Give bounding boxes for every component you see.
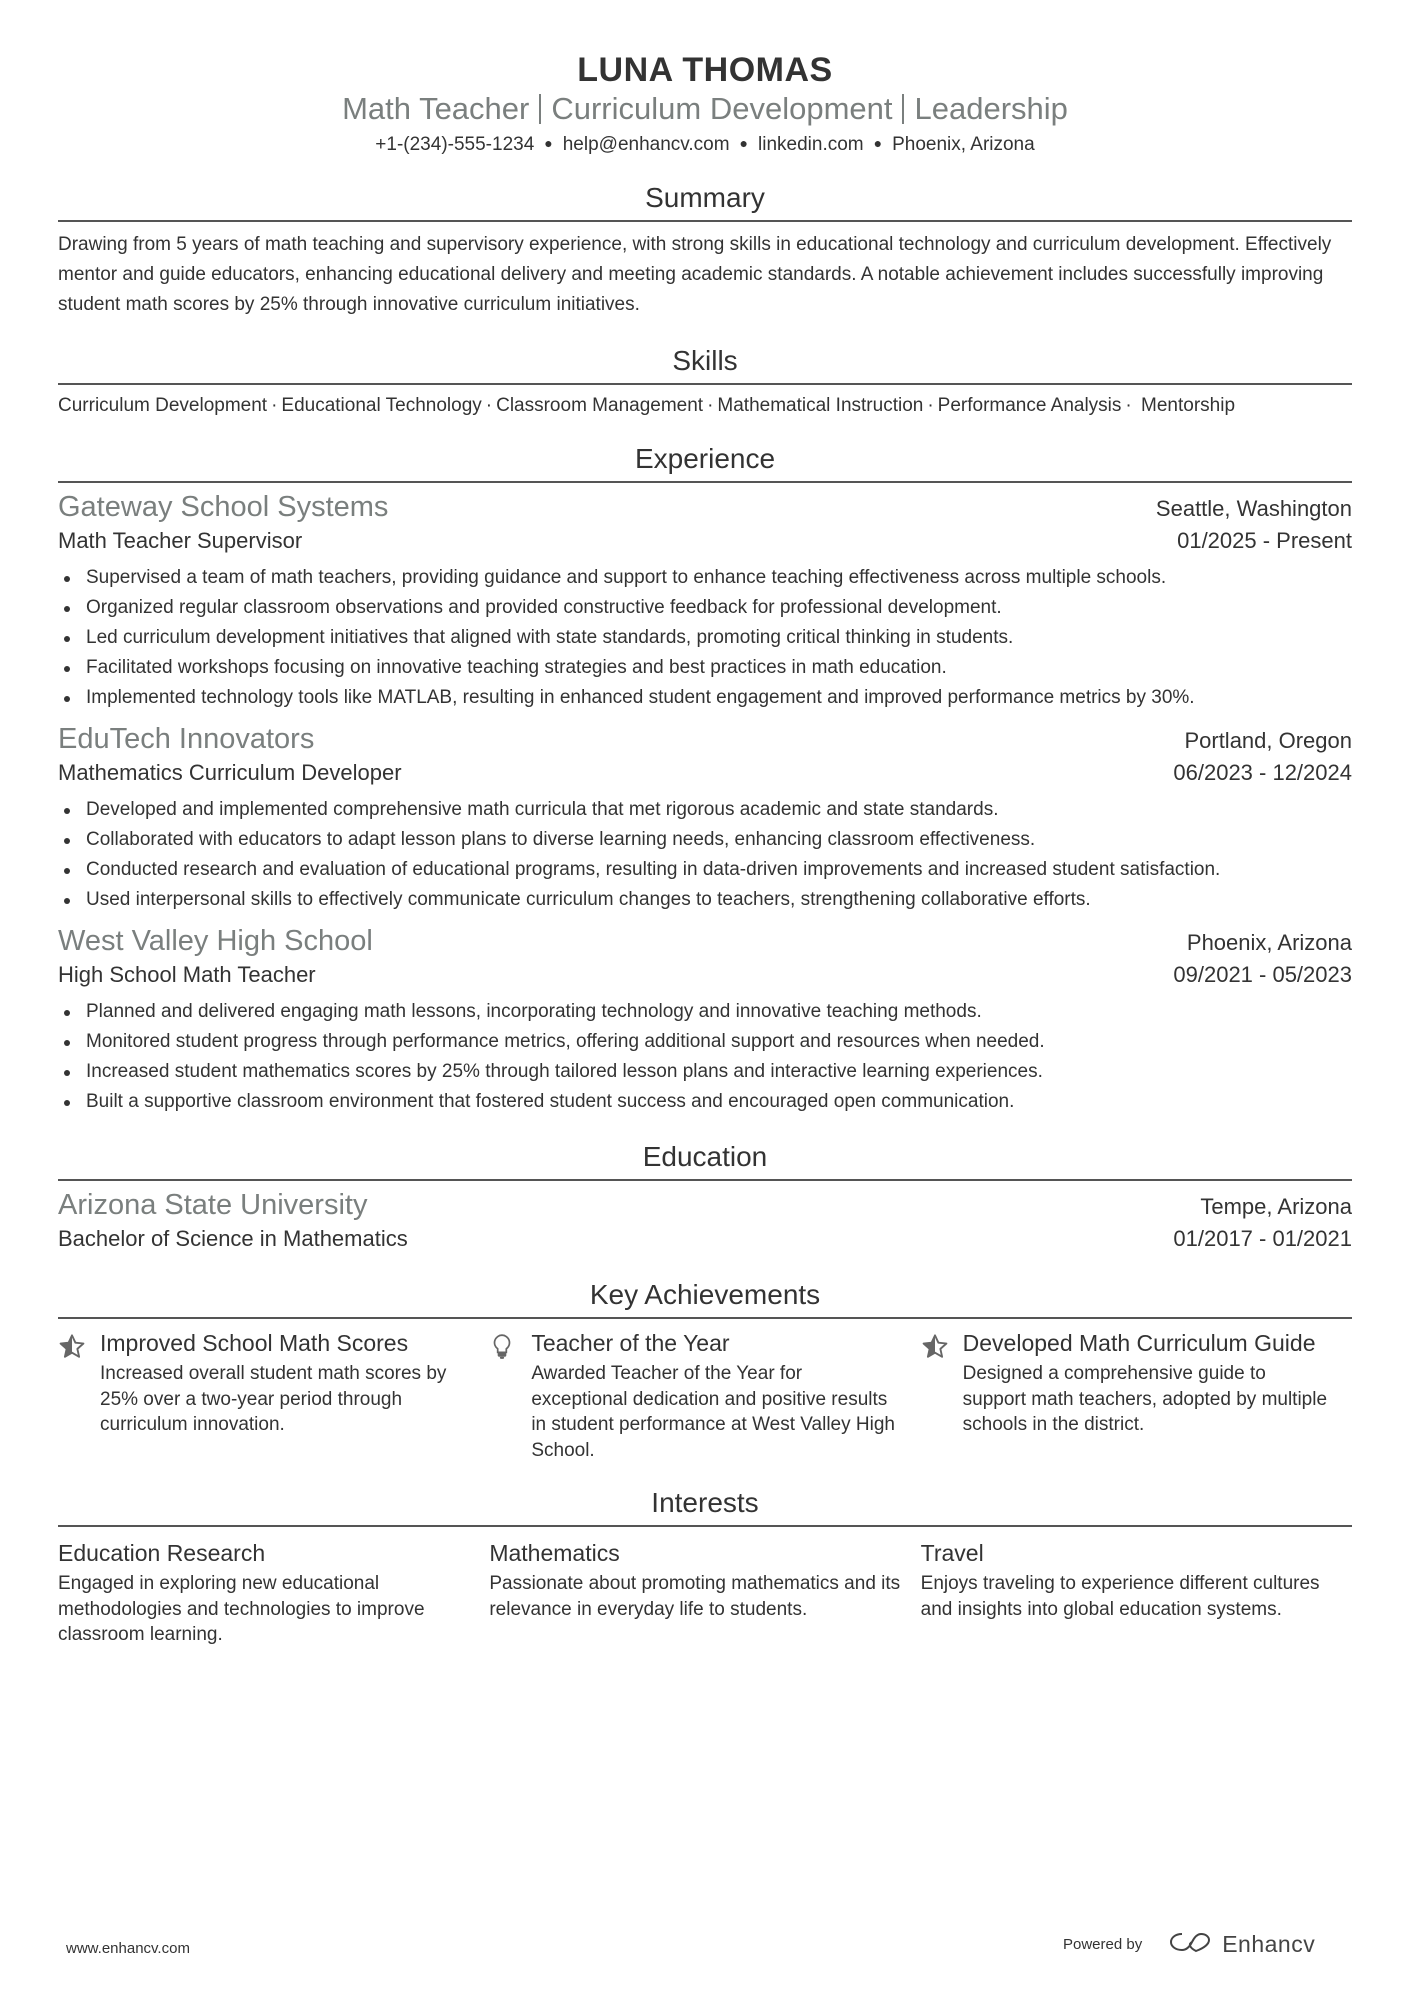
company-name: West Valley High School: [58, 925, 373, 957]
bullet-item: Monitored student progress through performance metrics, offering additional support and resources when needed.: [58, 1027, 1352, 1057]
job-dates: 06/2023 - 12/2024: [1173, 760, 1352, 785]
section-divider: [58, 220, 1352, 222]
achievement-item: [921, 1329, 1352, 1463]
bullet-separator: ●: [544, 135, 553, 151]
company-name: Gateway School Systems: [58, 491, 389, 523]
bullet-item: Used interpersonal skills to effectively communicate curriculum changes to teachers, strengthening collaborative efforts.: [58, 885, 1352, 915]
interest-description: Passionate about promoting mathematics and its relevance in everyday life to students.: [489, 1573, 901, 1620]
interest-title: Travel: [920, 1540, 984, 1566]
interest-description: Engaged in exploring new educational methodologies and technologies to improve classroom learning.: [58, 1573, 425, 1645]
skill-item: Performance Analysis: [937, 395, 1122, 416]
section-title-achievements: Key Achievements: [589, 1279, 821, 1310]
achievement-description: Designed a comprehensive guide to support math teachers, adopted by multiple schools in the district.: [962, 1363, 1328, 1435]
star-icon: [921, 1329, 963, 1463]
job-dates: 01/2025 - Present: [1177, 528, 1352, 553]
bullet-separator: ●: [739, 135, 749, 151]
bullet-item: Increased student mathematics scores by 25% through tailored lesson plans and interactive learning experiences.: [58, 1057, 1352, 1087]
bullet-item: Implemented technology tools like MATLAB, resulting in enhanced student engagement and improved performance metrics by 30%.: [58, 683, 1352, 713]
experience-entry: [58, 923, 1352, 1117]
section-divider: [58, 481, 1352, 483]
interest-description: Enjoys traveling to experience different cultures and insights into global education systems.: [920, 1573, 1320, 1620]
skill-item: Educational Technology: [281, 395, 482, 416]
candidate-name: LUNA THOMAS: [577, 51, 833, 89]
interests-section: [58, 1485, 1352, 1648]
degree: Bachelor of Science in Mathematics: [58, 1226, 408, 1251]
job-location: Phoenix, Arizona: [1186, 930, 1352, 955]
headline: [58, 90, 1352, 128]
bullet-item: Conducted research and evaluation of educational programs, resulting in data-driven improvements and increased student satisfaction.: [58, 855, 1352, 885]
footer-website-link[interactable]: www.enhancv.com: [66, 1940, 190, 1957]
headline-title-1: Math Teacher: [342, 91, 530, 126]
skills-list: Curriculum Development · Educational Technology · Classroom Management · Mathematical Instruction · Performance Analysis · Mentorship: [58, 395, 1236, 416]
company-name: EduTech Innovators: [58, 723, 315, 755]
summary-text: Drawing from 5 years of math teaching and supervisory experience, with strong skills in educational technology and curriculum development. Effectively mentor and guide educators, enhancing educational delivery and meeting academic standards. A notable achievement includes successfully improving student math scores by 25% through innovative curriculum initiatives.: [58, 234, 1332, 315]
job-title: High School Math Teacher: [58, 962, 316, 987]
section-divider: [58, 1525, 1352, 1527]
skill-item: Curriculum Development: [58, 395, 268, 416]
section-title-interests: Interests: [651, 1487, 759, 1518]
bullet-item: Developed and implemented comprehensive math curricula that met rigorous academic and state standards.: [58, 795, 1352, 825]
bullet-item: Led curriculum development initiatives that aligned with state standards, promoting critical thinking in students.: [58, 623, 1352, 653]
skill-item: Mentorship: [1141, 395, 1236, 416]
contact-location: Phoenix, Arizona: [892, 134, 1035, 155]
bullet-item: Organized regular classroom observations and provided constructive feedback for professional development.: [58, 593, 1352, 623]
resume-page: [58, 0, 1352, 1648]
section-title-skills: Skills: [672, 345, 738, 376]
skill-item: Classroom Management: [496, 395, 704, 416]
job-dates: 09/2021 - 05/2023: [1173, 962, 1352, 987]
interest-title: Education Research: [58, 1540, 266, 1566]
contact-linkedin[interactable]: linkedin.com: [758, 134, 864, 155]
achievement-title: Teacher of the Year: [531, 1330, 730, 1356]
experience-section: [58, 441, 1352, 1117]
interest-item: [58, 1537, 489, 1648]
resume-header: [58, 50, 1352, 158]
bullet-item: Supervised a team of math teachers, providing guidance and support to enhance teaching effectiveness across multiple schools.: [58, 563, 1352, 593]
section-divider: [58, 1317, 1352, 1319]
enhancv-logo-icon: [1168, 1930, 1214, 1959]
job-location: Seattle, Washington: [1155, 496, 1352, 521]
section-title-summary: Summary: [645, 182, 765, 213]
interest-item: [489, 1537, 920, 1648]
section-divider: [58, 383, 1352, 385]
headline-divider: [539, 94, 541, 124]
achievement-description: Awarded Teacher of the Year for exceptional dedication and positive results in student performance at West Valley High School.: [531, 1363, 895, 1461]
job-location: Portland, Oregon: [1184, 728, 1352, 753]
job-title: Mathematics Curriculum Developer: [58, 760, 402, 785]
job-bullets: [58, 795, 1352, 915]
skills-section: [58, 343, 1352, 418]
headline-title-2: Curriculum Development: [551, 91, 893, 126]
achievement-item: [489, 1329, 920, 1463]
job-title: Math Teacher Supervisor: [58, 528, 303, 553]
school-location: Tempe, Arizona: [1200, 1194, 1352, 1219]
bullet-item: Built a supportive classroom environment that fostered student success and encouraged open communication.: [58, 1087, 1352, 1117]
powered-by-label: Powered by: [1063, 1936, 1143, 1953]
bullet-item: Facilitated workshops focusing on innovative teaching strategies and best practices in math education.: [58, 653, 1352, 683]
achievements-section: [58, 1277, 1352, 1463]
school-name: Arizona State University: [58, 1189, 368, 1221]
contact-email[interactable]: help@enhancv.com: [562, 134, 730, 155]
footer-branding: [1063, 1930, 1315, 1959]
achievement-title: Improved School Math Scores: [100, 1330, 409, 1356]
headline-title-3: Leadership: [914, 91, 1068, 126]
bullet-item: Collaborated with educators to adapt lesson plans to diverse learning needs, enhancing classroom effectiveness.: [58, 825, 1352, 855]
lightbulb-icon: [489, 1329, 531, 1463]
section-title-experience: Experience: [634, 443, 776, 474]
experience-entry: [58, 721, 1352, 915]
job-bullets: [58, 563, 1352, 713]
section-divider: [58, 1179, 1352, 1181]
bullet-item: Planned and delivered engaging math lessons, incorporating technology and innovative teaching methods.: [58, 997, 1352, 1027]
job-bullets: [58, 997, 1352, 1117]
experience-entry: [58, 489, 1352, 713]
skill-item: Mathematical Instruction: [717, 395, 924, 416]
enhancv-brand-name: Enhancv: [1222, 1931, 1316, 1957]
star-icon: [58, 1329, 100, 1463]
achievement-title: Developed Math Curriculum Guide: [962, 1330, 1316, 1356]
summary-section: [58, 180, 1352, 320]
education-dates: 01/2017 - 01/2021: [1173, 1226, 1352, 1251]
education-section: [58, 1139, 1352, 1255]
interest-title: Mathematics: [489, 1540, 620, 1566]
achievement-description: Increased overall student math scores by 25% over a two-year period through curriculum innovation.: [100, 1363, 447, 1435]
contact-info: [58, 130, 1352, 158]
interest-item: [921, 1537, 1352, 1648]
bullet-separator: ●: [873, 135, 883, 151]
achievement-item: [58, 1329, 489, 1463]
section-title-education: Education: [642, 1141, 768, 1172]
contact-phone[interactable]: +1-(234)-555-1234: [375, 134, 535, 155]
headline-divider: [902, 94, 904, 124]
education-entry: [58, 1187, 1352, 1255]
